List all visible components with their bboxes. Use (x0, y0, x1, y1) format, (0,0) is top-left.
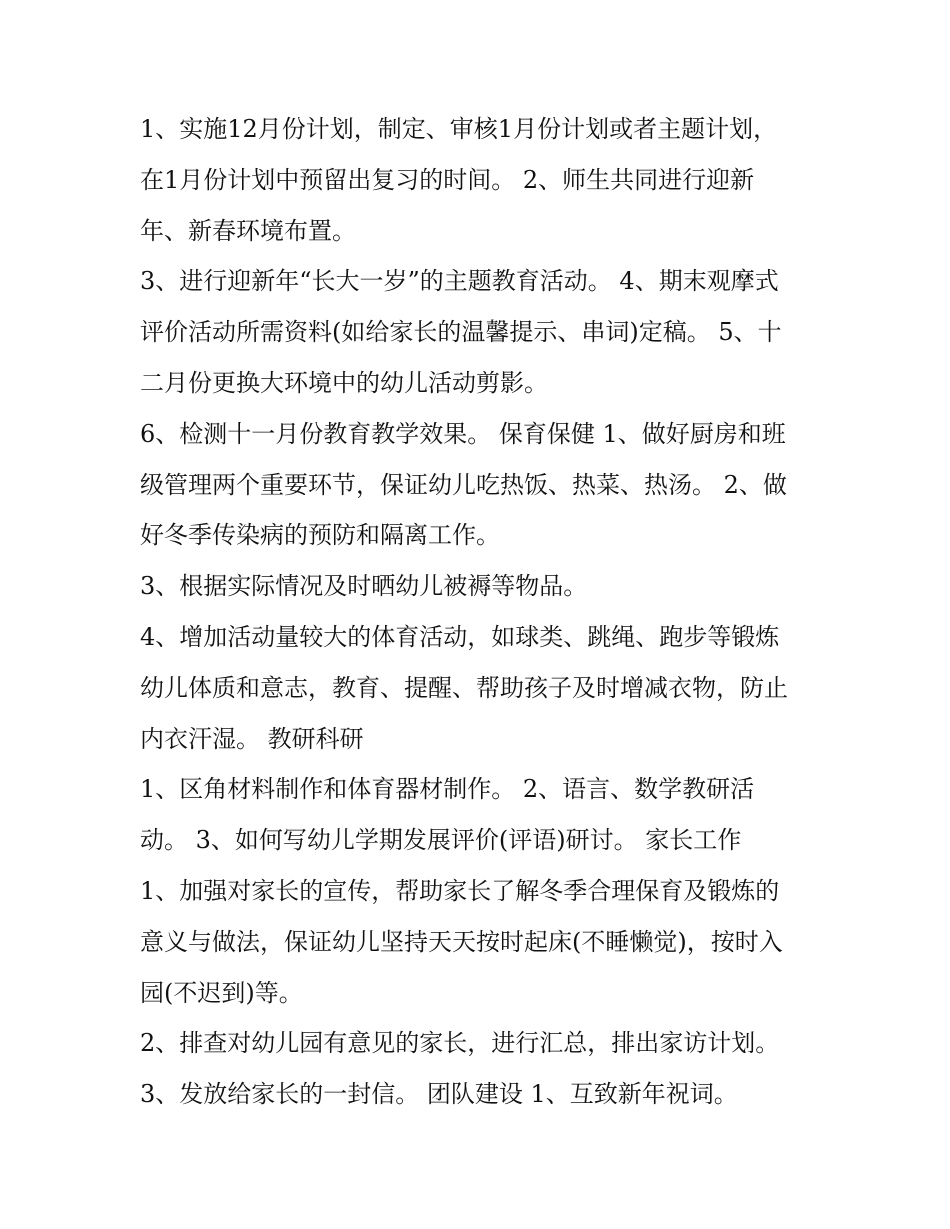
text-line: 在1月份计划中预留出复习的时间。 2、师生共同进行迎新 (140, 165, 755, 194)
text-line: 动。 3、如何写幼儿学期发展评价(评语)研讨。 家长工作 (140, 826, 742, 855)
text-line: 3、根据实际情况及时晒幼儿被褥等物品。 (140, 572, 588, 601)
text-line: 意义与做法，保证幼儿坚持天天按时起床(不睡懒觉)，按时入 (140, 927, 783, 956)
text-line: 二月份更换大环境中的幼儿活动剪影。 (140, 368, 548, 397)
text-line: 幼儿体质和意志，教育、提醒、帮助孩子及时增减衣物，防止 (140, 673, 788, 702)
text-line: 1、加强对家长的宣传，帮助家长了解冬季合理保育及锻炼的 (140, 876, 780, 905)
text-line: 好冬季传染病的预防和隔离工作。 (140, 521, 500, 550)
text-line: 园(不迟到)等。 (140, 978, 303, 1007)
text-line: 4、增加活动量较大的体育活动，如球类、跳绳、跑步等锻炼 (140, 622, 780, 651)
text-line: 1、实施12月份计划，制定、审核1月份计划或者主题计划， (140, 115, 778, 143)
text-line: 6、检测十一月份教育教学效果。 保育保健 1、做好厨房和班 (140, 419, 786, 448)
text-line: 内衣汗湿。 教研科研 (140, 724, 364, 753)
text-line: 3、进行迎新年“长大一岁”的主题教育活动。 4、期末观摩式 (140, 267, 779, 296)
text-line: 级管理两个重要环节，保证幼儿吃热饭、热菜、热汤。 2、做 (140, 470, 787, 499)
document-body (140, 104, 820, 1120)
text-line: 2、排查对幼儿园有意见的家长，进行汇总，排出家访计划。 (140, 1029, 780, 1058)
text-line: 年、新春环境布置。 (140, 216, 356, 245)
text-line: 3、发放给家长的一封信。 团队建设 1、互致新年祝词。 (140, 1080, 738, 1109)
text-line: 评价活动所需资料(如给家长的温馨提示、串词)定稿。 5、十 (140, 318, 782, 347)
text-line: 1、区角材料制作和体育器材制作。 2、语言、数学教研活 (140, 775, 755, 804)
